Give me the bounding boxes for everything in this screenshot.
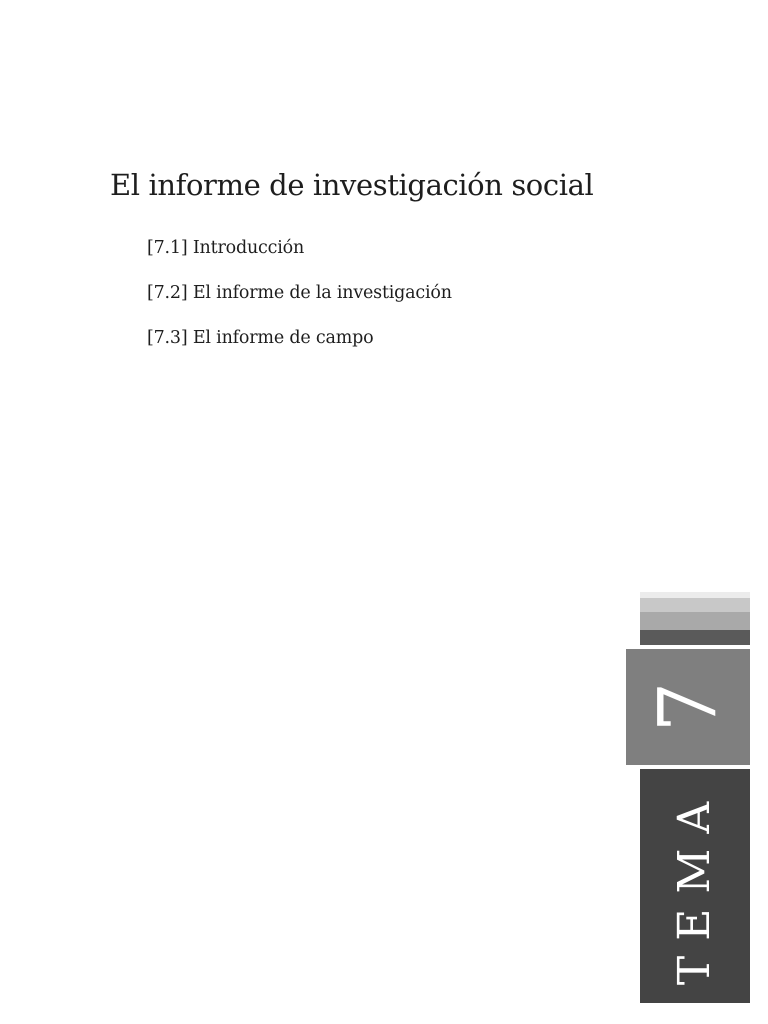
tab-stripe-light — [640, 598, 750, 612]
chapter-number-box — [626, 649, 750, 765]
chapter-number: 7 — [641, 681, 734, 733]
tab-stripe-dark — [640, 630, 750, 645]
toc-item-7-1[interactable]: [7.1] Introducción — [147, 238, 305, 258]
tab-stripe-medium — [640, 612, 750, 630]
toc-item-7-3[interactable]: [7.3] El informe de campo — [147, 328, 374, 348]
toc-item-7-2[interactable]: [7.2] El informe de la investigación — [147, 283, 452, 303]
chapter-label-box — [640, 769, 750, 1003]
page-title: El informe de investigación social — [110, 168, 594, 202]
chapter-label: TEMA — [669, 786, 720, 986]
table-of-contents — [147, 236, 452, 371]
